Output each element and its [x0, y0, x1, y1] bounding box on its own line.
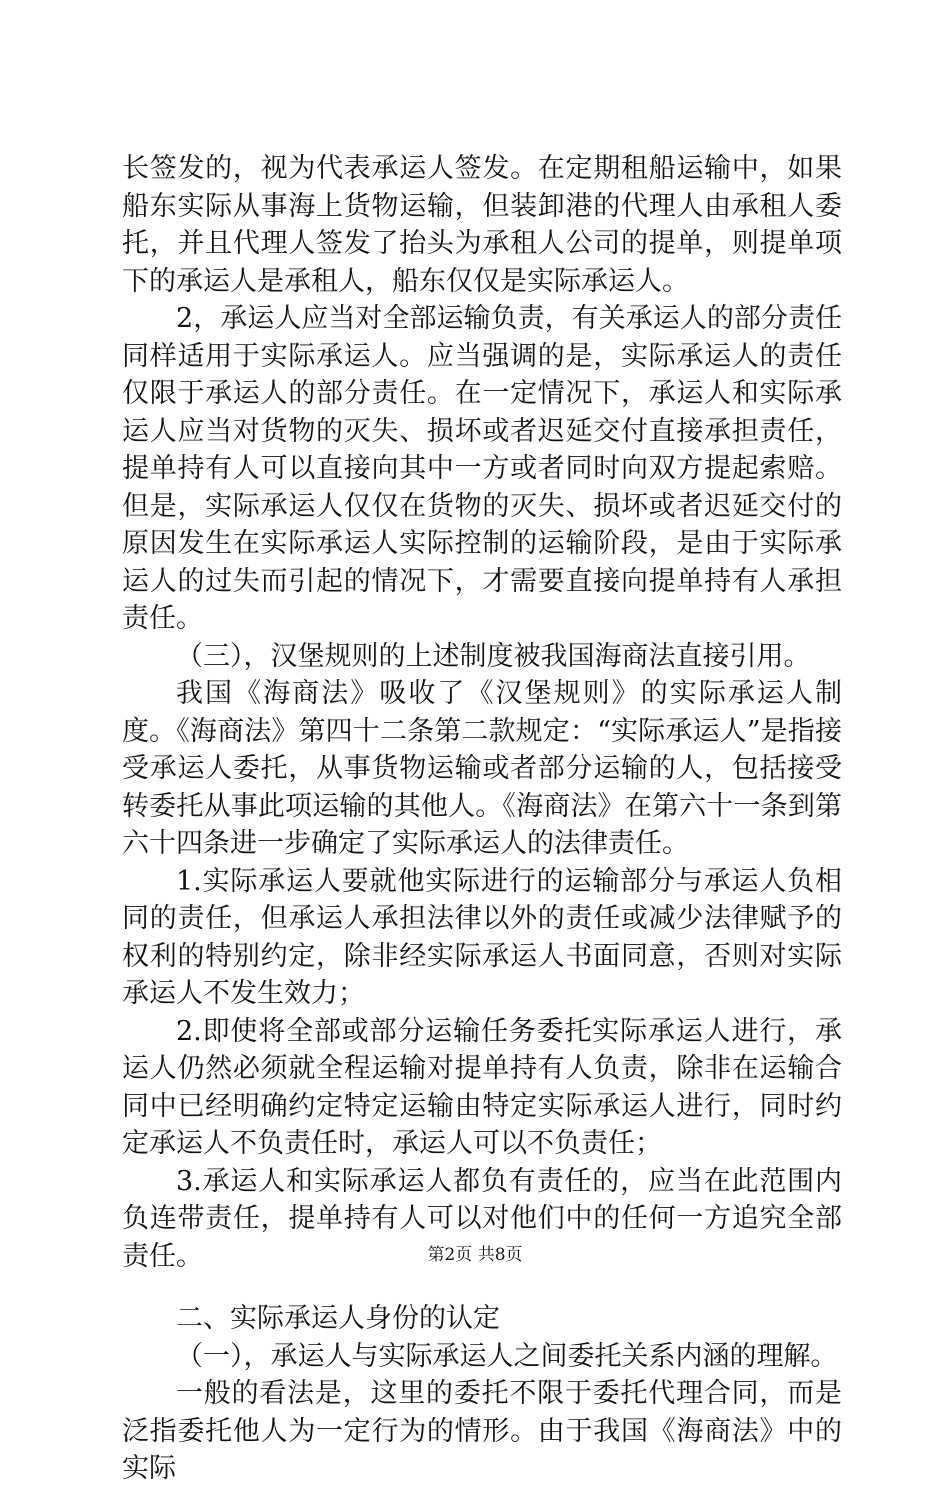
list-item-3: 3.承运人和实际承运人都负有责任的，应当在此范围内负连带责任，提单持有人可以对他们中的任何一方追究全部责任。	[122, 1165, 842, 1272]
paragraph-2: 2，承运人应当对全部运输负责，有关承运人的部分责任同样适用于实际承运人。应当强调的是，实际承运人的责任仅限于承运人的部分责任。在一定情况下，承运人和实际承运人应当对货物的灭失、损坏或者迟延交付直接承担责任，提单持有人可以直接向其中一方或者同时向双方提起索赔。但是，实际承运人仅仅在货物的灭失、损坏或者迟延交付的原因发生在实际承运人实际控制的运输阶段，是由于实际承运人的过失而引起的情况下，才需要直接向提单持有人承担责任。	[122, 303, 842, 634]
paragraph-last: 一般的看法是，这里的委托不限于委托代理合同，而是泛指委托他人为一定行为的情形。由于我国《海商法》中的实际	[122, 1378, 842, 1484]
document-body	[122, 150, 842, 1488]
paragraph-4: 我国《海商法》吸收了《汉堡规则》的实际承运人制度。《海商法》第四十二条第二款规定：“实际承运人”是指接受承运人委托，从事货物运输或者部分运输的人，包括接受转委托从事此项运输的其他人。《海商法》在第六十一条到第六十四条进一步确定了实际承运人的法律责任。	[122, 678, 842, 859]
paragraph-1: 长签发的，视为代表承运人签发。在定期租船运输中，如果船东实际从事海上货物运输，但装卸港的代理人由承租人委托，并且代理人签发了抬头为承租人公司的提单，则提单项下的承运人是承租人，船东仅仅是实际承运人。	[122, 153, 842, 297]
subheading-1: （一），承运人与实际承运人之间委托关系内涵的理解。	[176, 1340, 838, 1372]
page-number: 第2页 共8页	[427, 1245, 523, 1265]
section-heading-2: 二、实际承运人身份的认定	[176, 1303, 500, 1334]
list-item-1: 1.实际承运人要就他实际进行的运输部分与承运人负相同的责任，但承运人承担法律以外的责任或减少法律赋予的权利的特别约定，除非经实际承运人书面同意，否则对实际承运人不发生效力；	[122, 865, 842, 1009]
subheading-3: （三），汉堡规则的上述制度被我国海商法直接引用。	[176, 640, 811, 672]
list-item-2: 2.即使将全部或部分运输任务委托实际承运人进行，承运人仍然必须就全程运输对提单持有人负责，除非在运输合同中已经明确约定特定运输由特定实际承运人进行，同时约定承运人不负责任时，承运人可以不负责任；	[122, 1015, 842, 1159]
page-footer	[0, 1245, 950, 1265]
